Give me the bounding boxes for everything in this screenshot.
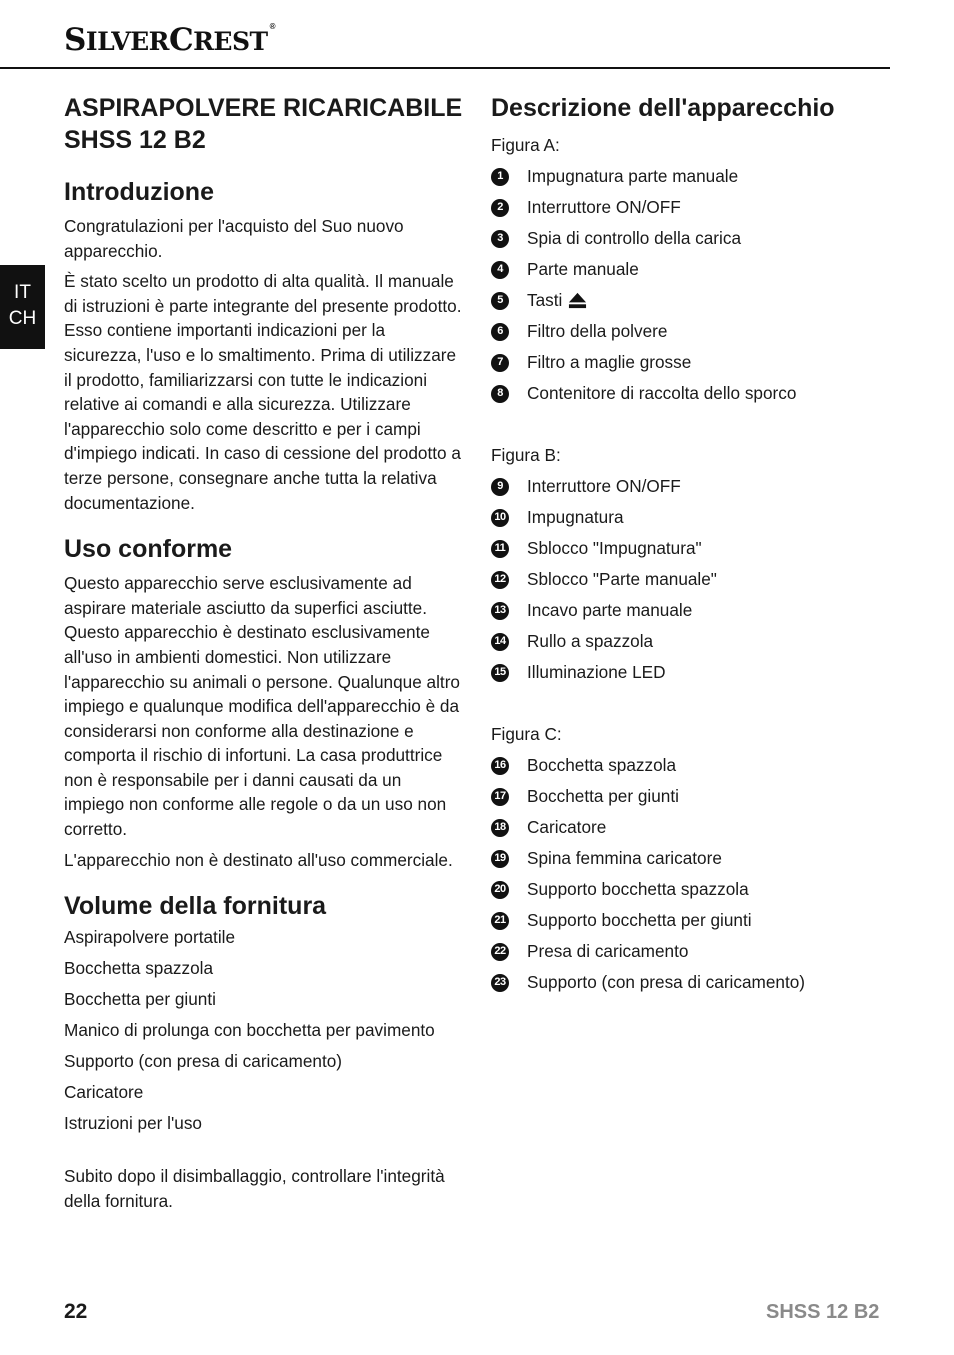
item-label: Rullo a spazzola: [527, 631, 654, 651]
item-label: Filtro della polvere: [527, 321, 668, 341]
list-item: [491, 750, 891, 781]
number-badge: 22: [491, 943, 509, 961]
number-badge: 3: [491, 230, 509, 248]
section-fornitura: [64, 890, 466, 1213]
number-badge: 9: [491, 478, 509, 496]
heading-introduzione: Introduzione: [64, 178, 214, 206]
list-item: [491, 347, 891, 378]
list-item: [491, 378, 891, 409]
item-label: Contenitore di raccolta dello sporco: [527, 383, 797, 403]
document-title: [64, 92, 466, 156]
heading-fornitura: Volume della fornitura: [64, 892, 327, 921]
number-badge: 17: [491, 788, 509, 806]
item-label: Supporto bocchetta per giunti: [527, 910, 752, 930]
number-badge: 4: [491, 261, 509, 279]
uso-paragraph-2: L'apparecchio non è destinato all'uso commerciale.: [64, 849, 453, 870]
list-item: [491, 812, 891, 843]
list-item: [491, 657, 891, 688]
list-item: Caricatore: [64, 1082, 144, 1103]
list-item: [491, 874, 891, 905]
title-line-1: ASPIRAPOLVERE RICARICABILE: [64, 94, 463, 122]
list-item: [491, 285, 891, 316]
language-tab-ch: CH: [8, 308, 37, 329]
item-label: Sblocco "Impugnatura": [527, 538, 702, 558]
page-number: 22: [64, 1300, 88, 1323]
footer-model: SHSS 12 B2: [766, 1301, 880, 1323]
item-label: Impugnatura: [527, 507, 624, 527]
number-badge: 16: [491, 757, 509, 775]
item-label: Tasti: [527, 290, 563, 310]
heading-descrizione: Descrizione dell'apparecchio: [491, 94, 835, 122]
list-item: [491, 192, 891, 223]
list-item: [491, 967, 891, 998]
section-uso-conforme: [64, 533, 466, 872]
section-introduzione: [64, 176, 466, 515]
number-badge: 7: [491, 354, 509, 372]
eject-icon: [568, 291, 587, 310]
number-badge: 11: [491, 540, 509, 558]
list-item: [491, 223, 891, 254]
fornitura-list: [64, 922, 466, 1139]
title-line-2: SHSS 12 B2: [64, 126, 206, 154]
number-badge: 21: [491, 912, 509, 930]
list-item: Bocchetta spazzola: [64, 958, 214, 979]
item-label: Interruttore ON/OFF: [527, 197, 681, 217]
item-label: Bocchetta per giunti: [527, 786, 679, 806]
language-tab: [0, 265, 45, 349]
item-label: Presa di caricamento: [527, 941, 689, 961]
intro-paragraph-2: È stato scelto un prodotto di alta qualità. Il manuale di istruzioni è parte integrante del presente prodotto. Esso contiene importanti indicazioni per la sicurezza, l'uso e lo smaltimento. Prima di utilizzare il prodotto, familiarizzarsi con tutte le indicazioni relative ai comandi e alla sicurezza. Utilizzare l'apparecchio solo come descritto e per i campi d'impiego indicati. In caso di cessione del prodotto a terze persone, consegnare anche tutta la relativa documentazione.: [64, 271, 462, 513]
brand-logo: SILVERCREST®: [64, 22, 276, 58]
item-label: Filtro a maglie grosse: [527, 352, 692, 372]
list-item: [491, 254, 891, 285]
heading-uso-conforme: Uso conforme: [64, 535, 233, 564]
number-badge: 23: [491, 974, 509, 992]
item-label: Caricatore: [527, 817, 607, 837]
uso-paragraph-1: Questo apparecchio serve esclusivamente ad aspirare materiale asciutto da superfici asciutte. Questo apparecchio è destinato esclusivamente all'uso in ambienti domestici. Non utilizzare l'apparecchio su animali o persone. Qualunque altro impiego e qualunque modifica dell'apparecchio è da considerarsi non conforme alla destinazione e comporta il rischio di infortuni. La casa produttrice non è responsabile per i danni causati da un impiego non conforme alle regole o da un uso non corretto.: [64, 573, 460, 840]
list-item: [491, 843, 891, 874]
number-badge: 8: [491, 385, 509, 403]
item-label: Illuminazione LED: [527, 662, 666, 682]
number-badge: 2: [491, 199, 509, 217]
list-item: [491, 533, 891, 564]
number-badge: 20: [491, 881, 509, 899]
list-item: [491, 781, 891, 812]
list-item: Istruzioni per l'uso: [64, 1113, 202, 1134]
list-item: [491, 161, 891, 192]
list-item: [491, 626, 891, 657]
number-badge: 1: [491, 168, 509, 186]
figure-a-group: [491, 130, 891, 409]
list-item: [491, 595, 891, 626]
item-label: Supporto (con presa di caricamento): [527, 972, 806, 992]
number-badge: 13: [491, 602, 509, 620]
list-item: [491, 905, 891, 936]
number-badge: 12: [491, 571, 509, 589]
list-item: [491, 471, 891, 502]
number-badge: 19: [491, 850, 509, 868]
header-rule: [0, 67, 890, 69]
intro-paragraph-1: Congratulazioni per l'acquisto del Suo nuovo apparecchio.: [64, 216, 404, 261]
list-item: Manico di prolunga con bocchetta per pavimento: [64, 1020, 435, 1041]
figure-c-group: [491, 719, 891, 998]
item-label: Impugnatura parte manuale: [527, 166, 739, 186]
figure-b-group: [491, 440, 891, 688]
number-badge: 15: [491, 664, 509, 682]
item-label: Spina femmina caricatore: [527, 848, 722, 868]
list-item: Aspirapolvere portatile: [64, 927, 236, 948]
item-label: Supporto bocchetta spazzola: [527, 879, 749, 899]
language-tab-it: IT: [14, 282, 31, 303]
fornitura-note: Subito dopo il disimballaggio, controllare l'integrità della fornitura.: [64, 1166, 445, 1211]
list-item: Bocchetta per giunti: [64, 989, 216, 1010]
number-badge: 5: [491, 292, 509, 310]
number-badge: 14: [491, 633, 509, 651]
item-label: Parte manuale: [527, 259, 639, 279]
item-label: Spia di controllo della carica: [527, 228, 742, 248]
right-column: [491, 92, 891, 998]
figure-a-label: Figura A:: [491, 135, 560, 155]
number-badge: 6: [491, 323, 509, 341]
left-column: [64, 92, 466, 1219]
number-badge: 10: [491, 509, 509, 527]
figure-b-label: Figura B:: [491, 445, 561, 465]
list-item: [491, 564, 891, 595]
number-badge: 18: [491, 819, 509, 837]
list-item: Supporto (con presa di caricamento): [64, 1051, 343, 1072]
list-item: [491, 936, 891, 967]
figure-c-label: Figura C:: [491, 724, 562, 744]
list-item: [491, 502, 891, 533]
item-label: Incavo parte manuale: [527, 600, 693, 620]
item-label: Bocchetta spazzola: [527, 755, 677, 775]
item-label: Interruttore ON/OFF: [527, 476, 681, 496]
item-label: Sblocco "Parte manuale": [527, 569, 717, 589]
list-item: [491, 316, 891, 347]
